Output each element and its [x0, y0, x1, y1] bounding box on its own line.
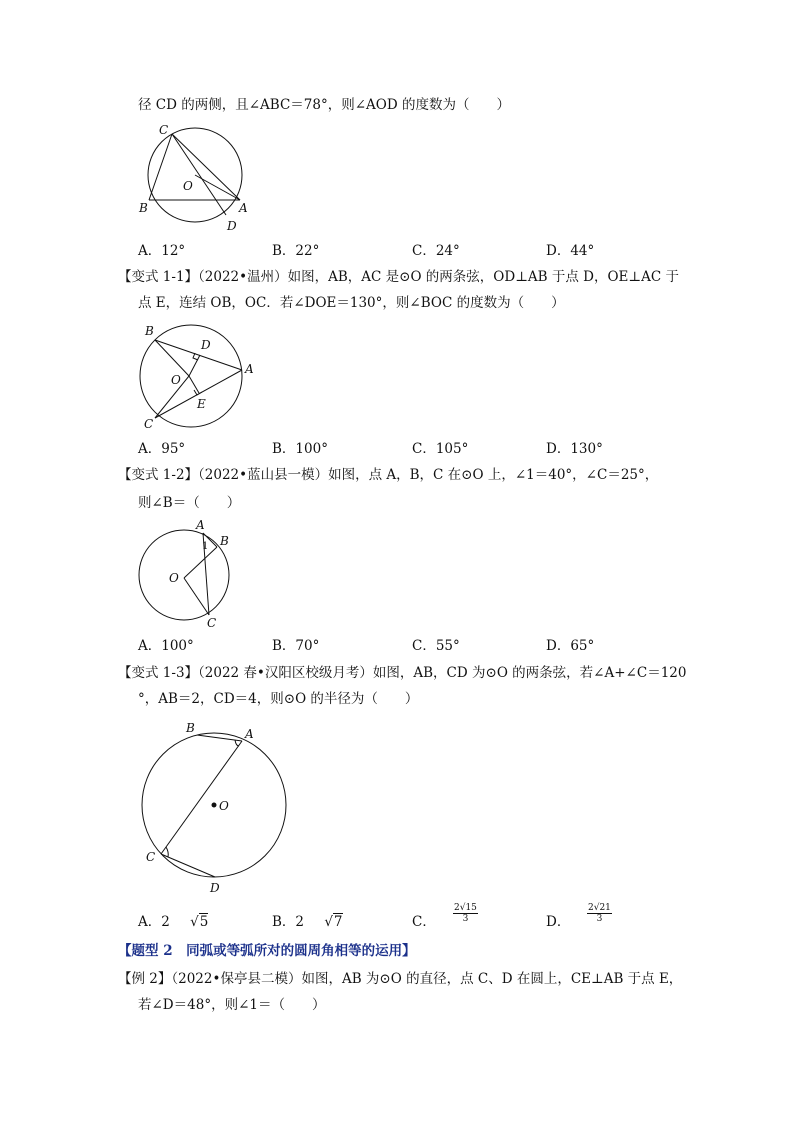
option-a: A．12°: [138, 243, 186, 259]
chord-cd: [161, 854, 215, 877]
question-text: 径 CD 的两侧，且∠ABC＝78°，则∠AOD 的度数为（ ）: [138, 97, 510, 113]
label-d: D: [210, 881, 220, 895]
question-text: 【变式 1-2】（2022•蓝山县一模）如图，点 A，B，C 在⊙O 上，∠1＝40°，∠C＝25°，: [118, 467, 659, 483]
label-b: B: [186, 721, 195, 735]
label-o: O: [171, 373, 181, 387]
label-a: A: [245, 362, 254, 376]
label-c: C: [146, 850, 156, 864]
option-d: D．130°: [546, 441, 603, 457]
label-a: A: [245, 727, 254, 741]
question-text: 若∠D＝48°，则∠1＝（ ）: [138, 997, 326, 1013]
label-a: A: [196, 518, 205, 532]
chord-ac: [161, 741, 242, 854]
label-b: B: [220, 534, 229, 548]
circle-figure-q1: [128, 320, 268, 435]
option-c-fraction: [453, 903, 478, 924]
label-b: B: [139, 201, 148, 215]
option-d-prefix: D．: [546, 914, 571, 930]
option-a-prefix: A．2: [138, 914, 170, 930]
label-o: O: [169, 571, 179, 585]
label-1: 1: [202, 541, 209, 552]
circle-figure-q2: [128, 518, 248, 633]
chord-cb: [149, 134, 172, 200]
question-text: 则∠B＝（ ）: [138, 495, 241, 511]
section-heading: 【题型 2 同弧或等弧所对的圆周角相等的运用】: [118, 943, 416, 959]
option-c-numerator: 2√15: [454, 903, 477, 913]
option-b-radicand: 7: [333, 914, 343, 930]
option-d: D．65°: [546, 638, 595, 654]
option-d: D．44°: [546, 243, 595, 259]
option-d-fraction: [587, 903, 612, 924]
option-c: C．24°: [412, 243, 460, 259]
label-c: C: [159, 123, 169, 137]
option-a: A．100°: [138, 638, 194, 654]
option-b: B．22°: [272, 243, 320, 259]
radical-icon: √: [190, 914, 199, 930]
label-b: B: [145, 324, 154, 338]
question-text: 【变式 1-1】（2022•温州）如图，AB，AC 是⊙O 的两条弦，OD⊥AB 于点 D，OE⊥AC 于: [118, 269, 679, 285]
segment-oc: [184, 578, 209, 615]
option-c: C．55°: [412, 638, 460, 654]
label-d: D: [227, 219, 237, 233]
option-b: B．100°: [272, 441, 328, 457]
label-c: C: [144, 417, 154, 431]
option-a-radicand: 5: [199, 914, 209, 930]
center-dot: [212, 803, 217, 808]
question-text: °，AB＝2，CD＝4，则⊙O 的半径为（ ）: [138, 691, 419, 707]
option-d-numerator: 2√21: [588, 903, 611, 913]
circle-figure-q0: [128, 118, 258, 238]
label-c: C: [207, 616, 217, 630]
option-d-denominator: 3: [596, 914, 603, 924]
label-o: O: [219, 799, 229, 813]
question-text: 点 E，连结 OB，OC．若∠DOE＝130°，则∠BOC 的度数为（ ）: [138, 295, 565, 311]
question-text: 【例 2】（2022•保亭县二模）如图，AB 为⊙O 的直径，点 C、D 在圆上，CE⊥AB 于点 E，: [118, 971, 683, 987]
label-o: O: [183, 179, 193, 193]
option-b-prefix: B．2: [272, 914, 305, 930]
option-c-denominator: 3: [462, 914, 469, 924]
label-e: E: [197, 397, 206, 411]
radical-icon: √: [324, 914, 333, 930]
circle-figure-q3: [128, 715, 303, 895]
label-d: D: [201, 338, 211, 352]
question-text: 【变式 1-3】（2022 春•汉阳区校级月考）如图，AB，CD 为⊙O 的两条弦，若∠A+∠C＝120: [118, 665, 687, 681]
option-a: [138, 913, 208, 931]
segment-ob: [184, 547, 217, 578]
option-b: [272, 913, 343, 931]
option-c: C．105°: [412, 441, 469, 457]
angle-c-arc: [166, 847, 168, 857]
option-c-prefix: C．: [412, 914, 436, 930]
circle-q2: [139, 530, 229, 620]
chord-ab: [155, 340, 242, 370]
option-b: B．70°: [272, 638, 320, 654]
option-a: A．95°: [138, 441, 186, 457]
diameter-cd: [172, 134, 226, 215]
label-a: A: [239, 201, 248, 215]
